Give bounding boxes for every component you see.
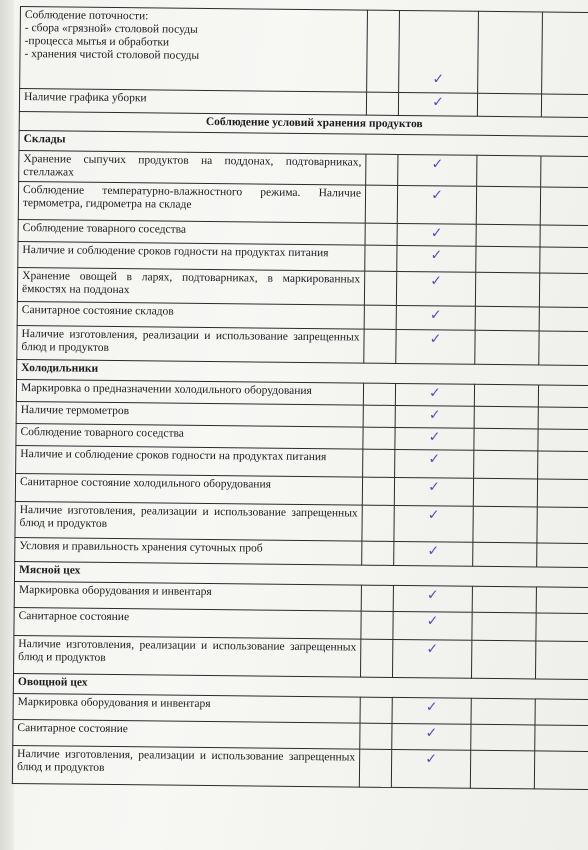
empty-cell [540, 247, 588, 274]
group-title-meat: Мясной цех [14, 561, 588, 587]
criterion-cell: Соблюдение поточности: - сбора «грязной» столовой посуды -процесса мытья и обработки - хранения чистой столовой посуды [20, 7, 368, 93]
check-mark: ✓ [395, 383, 474, 406]
criterion-cell: Хранение овощей в ларях, подтоварниках, в маркированных ёмкостях на поддонах [17, 267, 364, 305]
empty-cell [360, 723, 392, 749]
empty-cell [539, 331, 588, 366]
criterion-cell: Соблюдение температурно-влажностного режима. Наличие термометра, гидрометра на складе [18, 181, 365, 223]
empty-cell [542, 12, 588, 95]
check-mark: ✓ [393, 611, 472, 640]
empty-cell [537, 479, 588, 508]
criterion-cell: Наличие термометров [16, 401, 363, 427]
check-mark: ✓ [395, 449, 474, 478]
empty-cell [535, 699, 588, 726]
criterion-cell: Наличие и соблюдение сроков годности на продуктах питания [16, 445, 363, 477]
empty-cell [360, 639, 392, 677]
criterion-cell: Наличие изготовления, реализации и использование запрещенных блюд и продуктов [12, 745, 359, 787]
empty-cell [364, 329, 396, 363]
empty-cell [473, 478, 537, 507]
empty-cell [474, 406, 538, 429]
empty-cell [367, 10, 400, 92]
empty-cell [470, 750, 534, 789]
criterion-cell: Наличие изготовления, реализации и использование запрещенных блюд и продуктов [15, 501, 362, 541]
empty-cell [535, 725, 588, 752]
empty-cell [541, 156, 588, 188]
empty-cell [476, 246, 540, 273]
criterion-cell: Санитарное состояние [13, 719, 360, 749]
empty-cell [363, 383, 395, 405]
empty-cell [540, 225, 588, 248]
empty-cell [473, 506, 537, 543]
criterion-cell: Наличие изготовления, реализации и использование запрещенных блюд и продуктов [14, 635, 361, 677]
group-title-veg: Овощной цех [13, 673, 588, 699]
empty-cell [363, 427, 395, 449]
empty-cell [535, 641, 588, 680]
empty-cell [471, 698, 535, 725]
check-mark: ✓ [394, 541, 473, 566]
table-row [12, 745, 588, 789]
check-mark: ✓ [391, 749, 470, 788]
criterion-cell: Наличие и соблюдение сроков годности на продуктах питания [18, 241, 365, 271]
empty-cell [474, 450, 538, 479]
check-mark: ✓ [393, 585, 472, 612]
empty-cell [536, 613, 588, 642]
table-row [15, 501, 588, 543]
empty-cell [473, 542, 537, 567]
check-mark: ✓ [394, 505, 473, 542]
empty-cell [536, 587, 588, 614]
empty-cell [365, 223, 397, 245]
empty-cell [471, 724, 535, 751]
empty-cell [476, 186, 540, 225]
table-row [14, 635, 588, 679]
group-title-sklady: Склады [19, 130, 588, 156]
check-mark: ✓ [397, 223, 476, 246]
check-mark: ✓ [395, 427, 474, 450]
check-mark: ✓ [394, 477, 473, 506]
empty-cell [476, 224, 540, 247]
empty-cell [364, 305, 396, 329]
empty-cell [538, 451, 588, 480]
check-mark: ✓ [397, 245, 476, 272]
check-mark: ✓ [392, 697, 471, 724]
empty-cell [366, 154, 398, 185]
check-mark: ✓ [392, 723, 471, 750]
empty-cell [537, 507, 588, 544]
check-mark: ✓ [399, 10, 479, 93]
check-mark: ✓ [396, 305, 475, 330]
empty-cell [359, 749, 391, 787]
check-mark: ✓ [398, 92, 477, 116]
empty-cell [472, 586, 536, 613]
group-title-holodilniki: Холодильники [17, 359, 588, 385]
empty-cell [362, 477, 394, 505]
empty-cell [539, 307, 588, 332]
empty-cell [363, 405, 395, 427]
table-row [20, 7, 588, 95]
empty-cell [360, 697, 392, 723]
empty-cell [363, 449, 395, 477]
section-title: Соблюдение условий хранения продуктов [19, 111, 588, 136]
empty-cell [538, 429, 588, 452]
check-mark: ✓ [397, 185, 476, 224]
empty-cell [364, 271, 396, 305]
empty-cell [474, 384, 538, 407]
empty-cell [538, 385, 588, 408]
criterion-cell: Маркировка о предназначении холодильного оборудования [16, 379, 363, 405]
empty-cell [362, 505, 394, 541]
empty-cell [475, 330, 539, 365]
empty-cell [477, 93, 541, 117]
table-row [18, 181, 588, 225]
criterion-cell: Соблюдение товарного соседства [18, 219, 365, 245]
criterion-cell: Санитарное состояние [14, 607, 361, 639]
criterion-cell: Наличие изготовления, реализации и использование запрещенных блюд и продуктов [17, 325, 364, 363]
check-mark: ✓ [398, 154, 477, 186]
empty-cell [538, 407, 588, 430]
check-mark: ✓ [396, 329, 475, 364]
criterion-cell: Наличие графика уборки [19, 89, 366, 116]
empty-cell [361, 611, 393, 639]
empty-cell [540, 187, 588, 226]
criterion-cell: Условия и правильность хранения суточных проб [15, 537, 362, 565]
empty-cell [365, 245, 397, 271]
criterion-cell: Маркировка оборудования и инвентаря [14, 581, 361, 611]
criterion-cell: Маркировка оборудования и инвентаря [13, 693, 360, 723]
criterion-cell: Соблюдение товарного соседства [16, 423, 363, 449]
empty-cell [541, 94, 588, 118]
empty-cell [475, 272, 539, 307]
criterion-cell: Санитарное состояние холодильного оборудования [15, 473, 362, 505]
empty-cell [477, 155, 541, 187]
empty-cell [362, 541, 394, 565]
empty-cell [365, 185, 397, 223]
empty-cell [366, 92, 398, 115]
empty-cell [534, 751, 588, 790]
empty-cell [539, 273, 588, 308]
inspection-checklist-table [12, 6, 588, 790]
empty-cell [537, 543, 588, 568]
empty-cell [478, 11, 543, 94]
criterion-cell: Санитарное состояние складов [17, 301, 364, 329]
empty-cell [475, 306, 539, 331]
check-mark: ✓ [392, 639, 471, 678]
empty-cell [474, 428, 538, 451]
criterion-cell: Хранение сыпучих продуктов на поддонах, подтоварниках, стеллажах [19, 150, 366, 185]
check-mark: ✓ [395, 405, 474, 428]
empty-cell [471, 640, 535, 679]
empty-cell [361, 585, 393, 611]
empty-cell [472, 612, 536, 641]
check-mark: ✓ [396, 271, 475, 306]
